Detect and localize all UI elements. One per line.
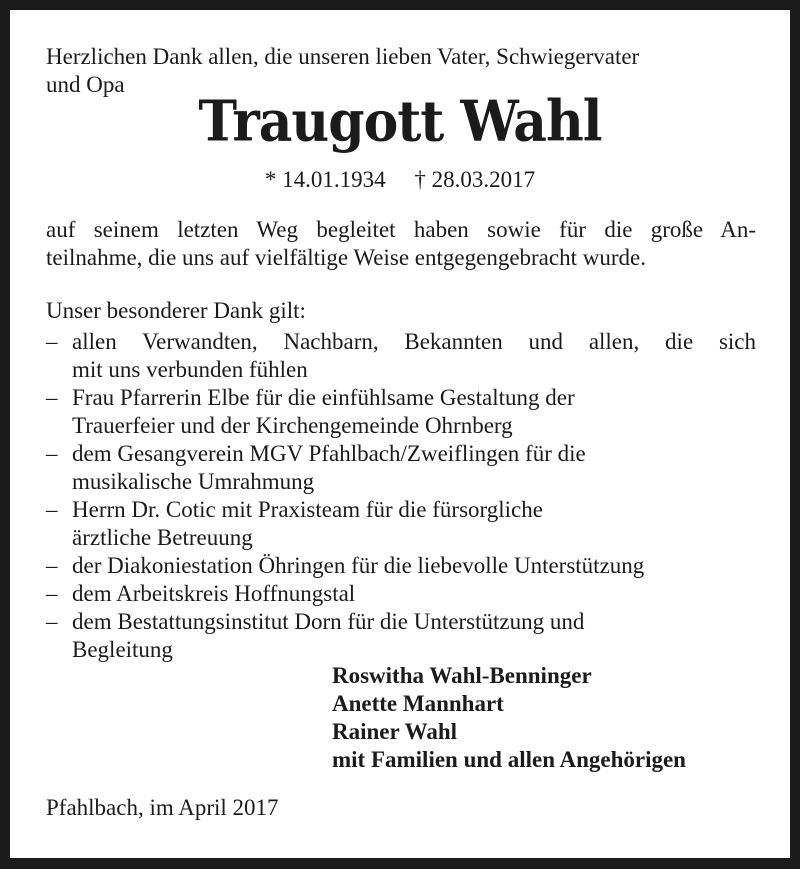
list-item	[46, 440, 756, 496]
signer-name: Roswitha Wahl-Benninger	[332, 663, 592, 688]
thanks-list	[46, 328, 756, 664]
death-date: † 28.03.2017	[414, 167, 536, 192]
list-item-line: allen Verwandten, Nachbarn, Bekannten und allen, die sich	[72, 329, 756, 354]
signer-name: Rainer Wahl	[332, 719, 458, 744]
list-item	[46, 496, 756, 552]
list-item-line: dem Bestattungsinstitut Dorn für die Unterstützung und	[72, 609, 585, 634]
gratitude-paragraph	[46, 216, 756, 271]
list-item-line: mit uns verbunden fühlen	[72, 357, 308, 382]
list-item-line: musikalische Umrahmung	[72, 469, 315, 494]
list-item-line: der Diakoniestation Öhringen für die liebevolle Unterstützung	[72, 553, 645, 578]
signers-block	[332, 662, 686, 774]
list-item	[46, 552, 756, 580]
list-item-line: Trauerfeier und der Kirchengemeinde Ohrnberg	[72, 413, 513, 438]
thanks-heading: Unser besonderer Dank gilt:	[46, 298, 306, 323]
list-item	[46, 608, 756, 664]
list-item-line: ärztliche Betreuung	[72, 525, 253, 550]
dash-bullet: –	[46, 581, 58, 606]
dash-bullet: –	[46, 385, 58, 410]
list-item	[46, 384, 756, 440]
list-item-line: dem Gesangverein MGV Pfahlbach/Zweiflingen für die	[72, 441, 586, 466]
obituary-notice	[10, 10, 790, 858]
dash-bullet: –	[46, 441, 58, 466]
dash-bullet: –	[46, 329, 58, 354]
intro-line: und Opa	[46, 71, 125, 97]
intro-line: Herzlichen Dank allen, die unseren lieben Vater, Schwiegervater	[46, 44, 640, 69]
list-item-line: Frau Pfarrerin Elbe für die einfühlsame Gestaltung der	[72, 385, 575, 410]
list-item-line: Begleitung	[72, 637, 173, 662]
signer-name: Anette Mannhart	[332, 691, 504, 716]
deceased-name: Traugott Wahl	[198, 88, 602, 155]
place-and-date: Pfahlbach, im April 2017	[46, 795, 279, 820]
life-dates	[10, 166, 790, 194]
paragraph-line: teilnahme, die uns auf vielfältige Weise entgegengebracht wurde.	[46, 244, 646, 270]
dash-bullet: –	[46, 497, 58, 522]
dash-bullet: –	[46, 609, 58, 634]
paragraph-line: auf seinem letzten Weg begleitet haben sowie für die große An-	[46, 217, 756, 242]
birth-date: * 14.01.1934	[264, 167, 386, 192]
list-item	[46, 580, 756, 608]
list-item	[46, 328, 756, 384]
list-item-line: Herrn Dr. Cotic mit Praxisteam für die fürsorgliche	[72, 497, 543, 522]
signer-family-note: mit Familien und allen Angehörigen	[332, 747, 686, 772]
list-item-line: dem Arbeitskreis Hoffnungstal	[72, 581, 356, 606]
dash-bullet: –	[46, 553, 58, 578]
